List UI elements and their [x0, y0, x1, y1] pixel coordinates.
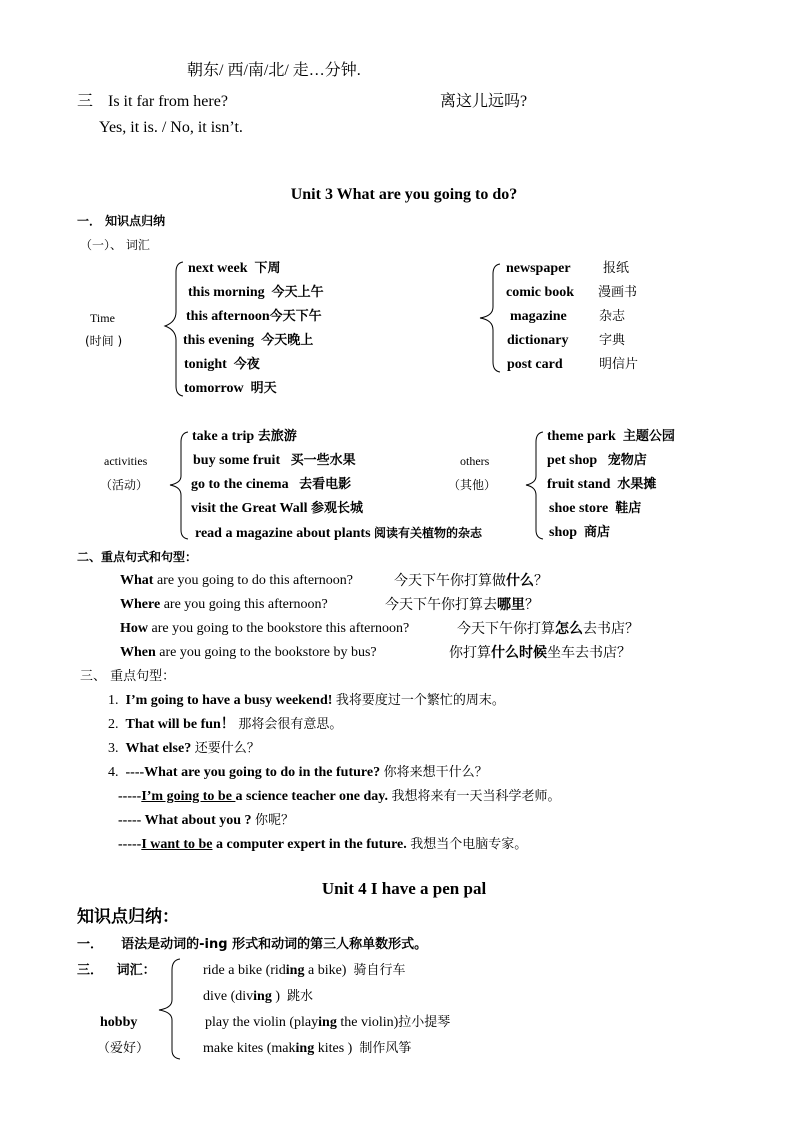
vocab-item: this morning 今天上午 [188, 285, 324, 300]
vocab-item: next week 下周 [188, 261, 281, 276]
question-en: Is it far from here? [108, 93, 228, 110]
dialog-line: -----I’m going to be a science teacher one day. 我想将来有一天当科学老师。 [118, 789, 561, 804]
others-label-zh: （其他） [448, 478, 497, 492]
vocab-item: dictionary [507, 333, 569, 348]
activity-item: visit the Great Wall 参观长城 [191, 501, 364, 516]
activity-item: go to the cinema 去看电影 [191, 477, 352, 492]
vocab-item: this evening 今天晚上 [183, 333, 314, 348]
dialog-line: -----I want to be a computer expert in the future. 我想当个电脑专家。 [118, 837, 528, 852]
pattern-zh: 今天下午你打算去哪里？ [385, 597, 539, 613]
hobby-item: ride a bike (riding a bike) 骑自行车 [203, 963, 406, 978]
time-label: Time [90, 311, 115, 325]
time-label-zh: (时间 ) [85, 334, 123, 348]
hobby-item: play the violin (playing the violin)拉小提琴 [205, 1015, 451, 1030]
hobby-label: hobby [100, 1015, 138, 1030]
unit4-title: Unit 4 I have a pen pal [321, 879, 487, 898]
dialog-line: ----- What about you ? 你呢？ [118, 813, 295, 828]
pattern-line: Where are you going this afternoon? [120, 597, 328, 612]
other-item: pet shop 宠物店 [547, 453, 647, 468]
section-heading: 知识点归纳： [77, 907, 179, 927]
question-number: 三 [77, 93, 94, 110]
question-answer: Yes, it is. / No, it isn’t. [99, 119, 243, 136]
pattern-zh: 今天下午你打算怎么去书店？ [457, 621, 639, 637]
others-label: others [460, 454, 490, 468]
other-item: shoe store 鞋店 [549, 501, 642, 516]
section-heading: 一． 知识点归纳 [77, 214, 166, 228]
grammar-line: 一． 语法是动词的-ing 形式和动词的第三人称单数形式。 [77, 937, 428, 952]
pattern-zh: 你打算什么时候坐车去书店？ [449, 645, 631, 661]
vocab-item-zh: 报纸 [603, 261, 630, 276]
pattern-line: When are you going to the bookstore by bus? [120, 645, 377, 660]
vocab-item: tonight 今夜 [184, 357, 260, 372]
other-item: fruit stand 水果摊 [547, 477, 657, 492]
vocab-item-zh: 杂志 [599, 309, 626, 324]
question-zh: 离这儿远吗? [440, 93, 528, 110]
sentence-item: 1. I’m going to have a busy weekend! 我将要度过一个繁忙的周末。 [108, 693, 505, 708]
vocab-item: magazine [510, 309, 567, 324]
activity-item: buy some fruit 买一些水果 [193, 453, 356, 468]
directions-line: 朝东/ 西/南/北/ 走…分钟. [187, 62, 361, 79]
activities-label-zh: （活动） [100, 478, 149, 492]
pattern-line: What are you going to do this afternoon? [120, 573, 353, 588]
sentence-item: 2. That will be fun！ 那将会很有意思。 [108, 717, 343, 732]
pattern-line: How are you going to the bookstore this afternoon? [120, 621, 410, 636]
hobby-item: make kites (making kites ) 制作风筝 [203, 1041, 412, 1056]
hobby-item: dive (diving ) 跳水 [203, 989, 314, 1004]
vocab-item: post card [507, 357, 563, 372]
pattern-zh: 今天下午你打算做什么？ [394, 573, 548, 589]
vocab-item-zh: 明信片 [599, 357, 639, 372]
other-item: theme park 主题公园 [547, 429, 675, 444]
activity-item: take a trip 去旅游 [192, 429, 297, 444]
vocab-item-zh: 漫画书 [598, 285, 638, 300]
sentence-item: 3. What else? 还要什么？ [108, 741, 260, 756]
vocab-item: comic book [506, 285, 575, 300]
vocab-item: this afternoon今天下午 [186, 309, 322, 324]
activity-item: read a magazine about plants 阅读有关植物的杂志 [195, 526, 483, 541]
other-item: shop 商店 [549, 525, 611, 540]
vocab-item: tomorrow 明天 [184, 381, 277, 396]
subsection-heading: （一）、 词汇 [80, 238, 150, 252]
vocab-heading: 三． 词汇： [77, 963, 156, 978]
activities-label: activities [104, 454, 148, 468]
unit3-title: Unit 3 What are you going to do? [290, 186, 518, 203]
vocab-item-zh: 字典 [599, 333, 626, 348]
hobby-label-zh: （爱好） [97, 1041, 150, 1056]
section-heading: 三、 重点句型： [80, 669, 176, 684]
sentence-item: 4. ----What are you going to do in the future? 你将来想干什么？ [108, 765, 488, 780]
vocab-item: newspaper [506, 261, 571, 276]
section-heading: 二、重点句式和句型： [77, 550, 198, 564]
brace-icon [0, 0, 1, 1]
